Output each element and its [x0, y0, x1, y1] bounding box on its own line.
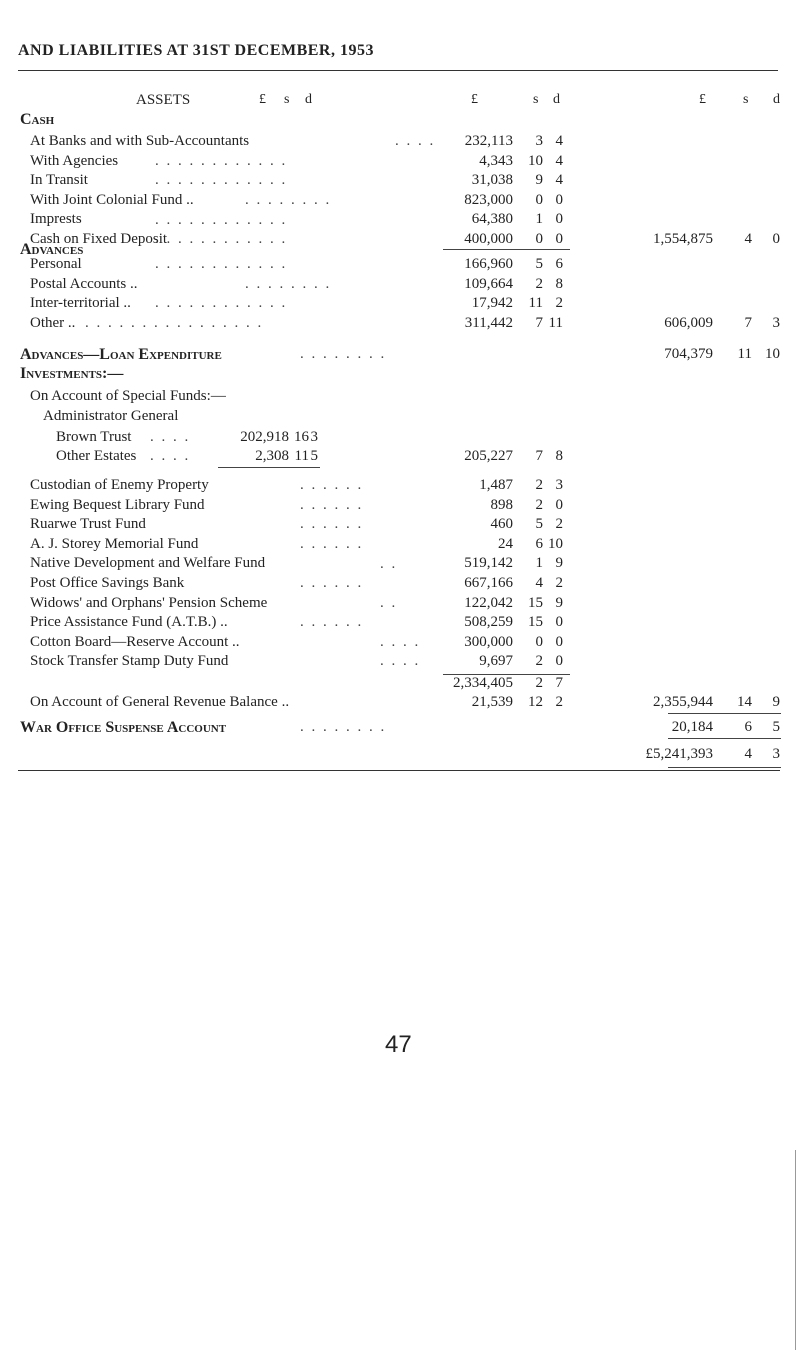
cash-row-shillings: 0 — [535, 231, 543, 247]
investment-row-pounds: 508,259 — [464, 614, 513, 631]
investment-row-pounds: 9,697 — [479, 653, 513, 670]
grand-total-pence: 3 — [772, 746, 780, 762]
advances-row-label: Inter-territorial .. — [30, 295, 131, 312]
investment-row-shillings: 5 — [535, 516, 543, 533]
cash-row-label: At Banks and with Sub-Accountants — [30, 133, 250, 149]
investment-row-pounds: 460 — [490, 516, 513, 533]
investment-row-pounds: 300,000 — [464, 633, 513, 650]
page-number: 47 — [385, 1031, 412, 1058]
leader-dots: . . . . . . . . . . . . — [155, 256, 288, 272]
col3-s-header: s — [743, 92, 749, 107]
cash-row-pence: 0 — [555, 211, 563, 228]
investments-total-pounds: 2,355,944 — [653, 694, 713, 710]
investment-row-pounds: 519,142 — [464, 555, 513, 572]
cash-underline — [443, 249, 570, 250]
leader-dots: . . . . . . — [300, 516, 364, 532]
cash-row-pence: 4 — [555, 172, 563, 189]
cash-row-pounds: 232,113 — [464, 133, 513, 149]
investment-row-label: Custodian of Enemy Property — [30, 477, 209, 493]
col3-pound-header: £ — [699, 92, 706, 107]
admin-general-label: Administrator General — [43, 408, 179, 424]
cash-row-label: Imprests — [30, 211, 82, 228]
advances-row-pence: 11 — [548, 314, 563, 331]
advances-row-shillings: 7 — [535, 314, 543, 331]
investment-row-shillings: 1 — [535, 555, 543, 572]
cash-heading: Cash — [20, 111, 55, 128]
brown-trust-pounds: 202,918 — [240, 429, 289, 445]
investment-row-pence: 10 — [548, 535, 563, 552]
advances-row-label: Personal — [30, 256, 82, 272]
advances-row-shillings: 11 — [528, 295, 543, 312]
loan-total-shillings: 11 — [737, 346, 752, 362]
col1-s-header: s — [284, 92, 290, 107]
grand-double-underline — [668, 767, 781, 768]
col1-pound-header: £ — [259, 92, 266, 107]
advances-heading: Advances — [20, 241, 84, 258]
investment-row-label: Ewing Bequest Library Fund — [30, 496, 205, 513]
cash-row-pounds: 31,038 — [471, 172, 513, 189]
investments-subtotal-pence: 7 — [555, 675, 563, 691]
leader-dots: . . . . . . . . . . . . . . . . — [85, 315, 264, 331]
investments-total-underline — [668, 713, 781, 714]
cash-row-pounds: 400,000 — [464, 231, 513, 247]
assets-heading: ASSETS — [136, 92, 191, 108]
leader-dots: . . . . — [380, 653, 421, 669]
investment-row-pounds: 898 — [490, 496, 513, 513]
war-office-heading: War Office Suspense Account — [20, 719, 227, 736]
advances-total-pence: 3 — [772, 314, 780, 331]
advances-row-shillings: 5 — [535, 256, 543, 272]
leader-dots: . . . . . . — [300, 575, 364, 591]
cash-row-pounds: 64,380 — [471, 211, 513, 228]
investment-row-pence: 0 — [555, 653, 563, 670]
investments-subtotal-pounds: 2,334,405 — [453, 675, 513, 691]
cash-row-pounds: 4,343 — [479, 152, 513, 169]
investment-row-shillings: 4 — [535, 575, 543, 591]
leader-dots: . . . . . . . . — [300, 346, 387, 362]
cash-total-shillings: 4 — [744, 231, 752, 247]
leader-dots: . . . . . . . . — [245, 276, 332, 292]
cash-row-shillings: 3 — [535, 133, 543, 149]
investment-row-label: Widows' and Orphans' Pension Scheme — [30, 594, 268, 611]
cash-total-pounds: 1,554,875 — [653, 231, 713, 247]
loan-total-pounds: 704,379 — [664, 346, 713, 362]
admin-total-pence: 8 — [555, 448, 563, 464]
cash-row-label: With Joint Colonial Fund .. — [30, 191, 194, 208]
cash-row-pounds: 823,000 — [464, 191, 513, 208]
grand-total-shillings: 4 — [744, 746, 752, 762]
war-office-total-shillings: 6 — [744, 719, 752, 735]
loan-heading: Advances—Loan Expenditure — [20, 346, 222, 363]
leader-dots: . . — [380, 595, 398, 611]
other-estates-label: Other Estates — [56, 448, 137, 464]
leader-dots: . . . . . . . . . . . . — [155, 295, 288, 311]
grand-underline — [668, 738, 781, 739]
investment-row-pence: 0 — [555, 633, 563, 650]
page-edge-line — [795, 1150, 796, 1350]
brown-trust-shillings: 16 — [294, 429, 309, 445]
leader-dots: . . . . . . . . . . . . — [155, 212, 288, 228]
investment-row-pounds: 24 — [498, 535, 513, 552]
col2-pound-header: £ — [471, 92, 478, 107]
investment-row-label: Native Development and Welfare Fund — [30, 555, 266, 572]
col2-d-header: d — [553, 92, 560, 107]
advances-row-label: Other .. — [30, 314, 76, 331]
investment-row-pence: 3 — [555, 477, 563, 493]
investment-row-pence: 2 — [555, 516, 563, 533]
leader-dots: . . . . . . . . . . . . — [155, 172, 288, 188]
col1-d-header: d — [305, 92, 312, 107]
cash-row-pence: 4 — [555, 152, 563, 169]
investment-row-label: Price Assistance Fund (A.T.B.) .. — [30, 614, 228, 631]
leader-dots: . . . . — [395, 133, 436, 149]
admin-underline — [218, 467, 320, 468]
leader-dots: . . — [380, 556, 398, 572]
bottom-rule — [18, 770, 780, 771]
cash-row-label: With Agencies — [30, 152, 119, 169]
advances-row-label: Postal Accounts .. — [30, 275, 138, 292]
war-office-total-pence: 5 — [772, 719, 780, 735]
advances-row-pounds: 17,942 — [471, 295, 513, 312]
top-rule — [18, 70, 778, 71]
investment-row-pence: 0 — [555, 496, 563, 513]
cash-row-shillings: 9 — [535, 172, 543, 189]
leader-dots: . . . . . . — [300, 477, 364, 493]
brown-trust-pence: 3 — [310, 429, 318, 445]
investment-row-shillings: 15 — [528, 594, 543, 611]
admin-total-shillings: 7 — [535, 448, 543, 464]
cash-row-label: In Transit — [30, 172, 88, 189]
investment-row-label: A. J. Storey Memorial Fund — [30, 535, 199, 552]
cash-row-shillings: 1 — [535, 211, 543, 228]
special-funds-label: On Account of Special Funds:— — [30, 388, 226, 404]
investment-row-pence: 2 — [555, 575, 563, 591]
investment-row-shillings: 6 — [535, 535, 543, 552]
investment-row-shillings: 2 — [535, 477, 543, 493]
advances-row-pounds: 109,664 — [464, 275, 513, 292]
brown-trust-label: Brown Trust — [56, 429, 132, 445]
investment-row-shillings: 2 — [535, 653, 543, 670]
advances-row-pence: 8 — [555, 275, 563, 292]
leader-dots: . . . . . . — [300, 614, 364, 630]
cash-row-label: Cash on Fixed Deposit — [30, 231, 168, 247]
leader-dots: . . . . . . — [300, 497, 364, 513]
admin-total-pounds: 205,227 — [464, 448, 513, 464]
leader-dots: . . . . . . . . . . . . — [155, 231, 288, 247]
leader-dots: . . . . . . . . — [300, 719, 387, 735]
investments-heading: Investments:— — [20, 365, 124, 382]
investment-row-pounds: 1,487 — [479, 477, 513, 493]
revenue-balance-pounds: 21,539 — [471, 694, 513, 710]
investments-total-shillings: 14 — [737, 694, 752, 710]
investment-row-label: Post Office Savings Bank — [30, 575, 185, 591]
leader-dots: . . . . — [150, 429, 191, 445]
leader-dots: . . . . . . . . . . . . — [155, 153, 288, 169]
other-estates-pence: 5 — [310, 448, 318, 464]
investment-row-label: Stock Transfer Stamp Duty Fund — [30, 653, 229, 670]
investment-row-label: Ruarwe Trust Fund — [30, 516, 146, 533]
investment-row-shillings: 0 — [535, 633, 543, 650]
grand-total-pounds: £5,241,393 — [645, 746, 713, 762]
investments-subtotal-shillings: 2 — [535, 675, 543, 691]
investment-row-pence: 9 — [555, 594, 563, 611]
other-estates-pounds: 2,308 — [255, 448, 289, 464]
advances-row-shillings: 2 — [535, 275, 543, 292]
war-office-total-pounds: 20,184 — [671, 719, 713, 735]
cash-row-pence: 4 — [555, 133, 563, 149]
advances-row-pence: 6 — [555, 256, 563, 272]
col2-s-header: s — [533, 92, 539, 107]
other-estates-shillings: 11 — [294, 448, 309, 464]
investment-row-pounds: 667,166 — [464, 575, 513, 591]
col3-d-header: d — [773, 92, 780, 107]
leader-dots: . . . . — [380, 634, 421, 650]
investment-row-pounds: 122,042 — [464, 594, 513, 611]
cash-row-pence: 0 — [555, 191, 563, 208]
page-title: AND LIABILITIES AT 31ST DECEMBER, 1953 — [18, 42, 374, 59]
investment-row-pence: 0 — [555, 614, 563, 631]
investment-row-label: Cotton Board—Reserve Account .. — [30, 633, 240, 650]
cash-row-shillings: 0 — [535, 191, 543, 208]
advances-row-pence: 2 — [555, 295, 563, 312]
advances-row-pounds: 166,960 — [464, 256, 513, 272]
revenue-balance-label: On Account of General Revenue Balance .. — [30, 694, 290, 710]
leader-dots: . . . . . . — [300, 536, 364, 552]
advances-row-pounds: 311,442 — [464, 314, 513, 331]
advances-total-shillings: 7 — [744, 314, 752, 331]
investments-total-pence: 9 — [772, 694, 780, 710]
loan-total-pence: 10 — [765, 346, 780, 362]
leader-dots: . . . . — [150, 448, 191, 464]
cash-row-pence: 0 — [555, 231, 563, 247]
investment-row-pence: 9 — [555, 555, 563, 572]
leader-dots: . . . . . . . . — [245, 192, 332, 208]
investment-row-shillings: 15 — [528, 614, 543, 631]
cash-total-pence: 0 — [772, 231, 780, 247]
revenue-balance-shillings: 12 — [528, 694, 543, 710]
cash-row-shillings: 10 — [528, 152, 543, 169]
investment-row-shillings: 2 — [535, 496, 543, 513]
revenue-balance-pence: 2 — [555, 694, 563, 710]
advances-total-pounds: 606,009 — [664, 314, 713, 331]
